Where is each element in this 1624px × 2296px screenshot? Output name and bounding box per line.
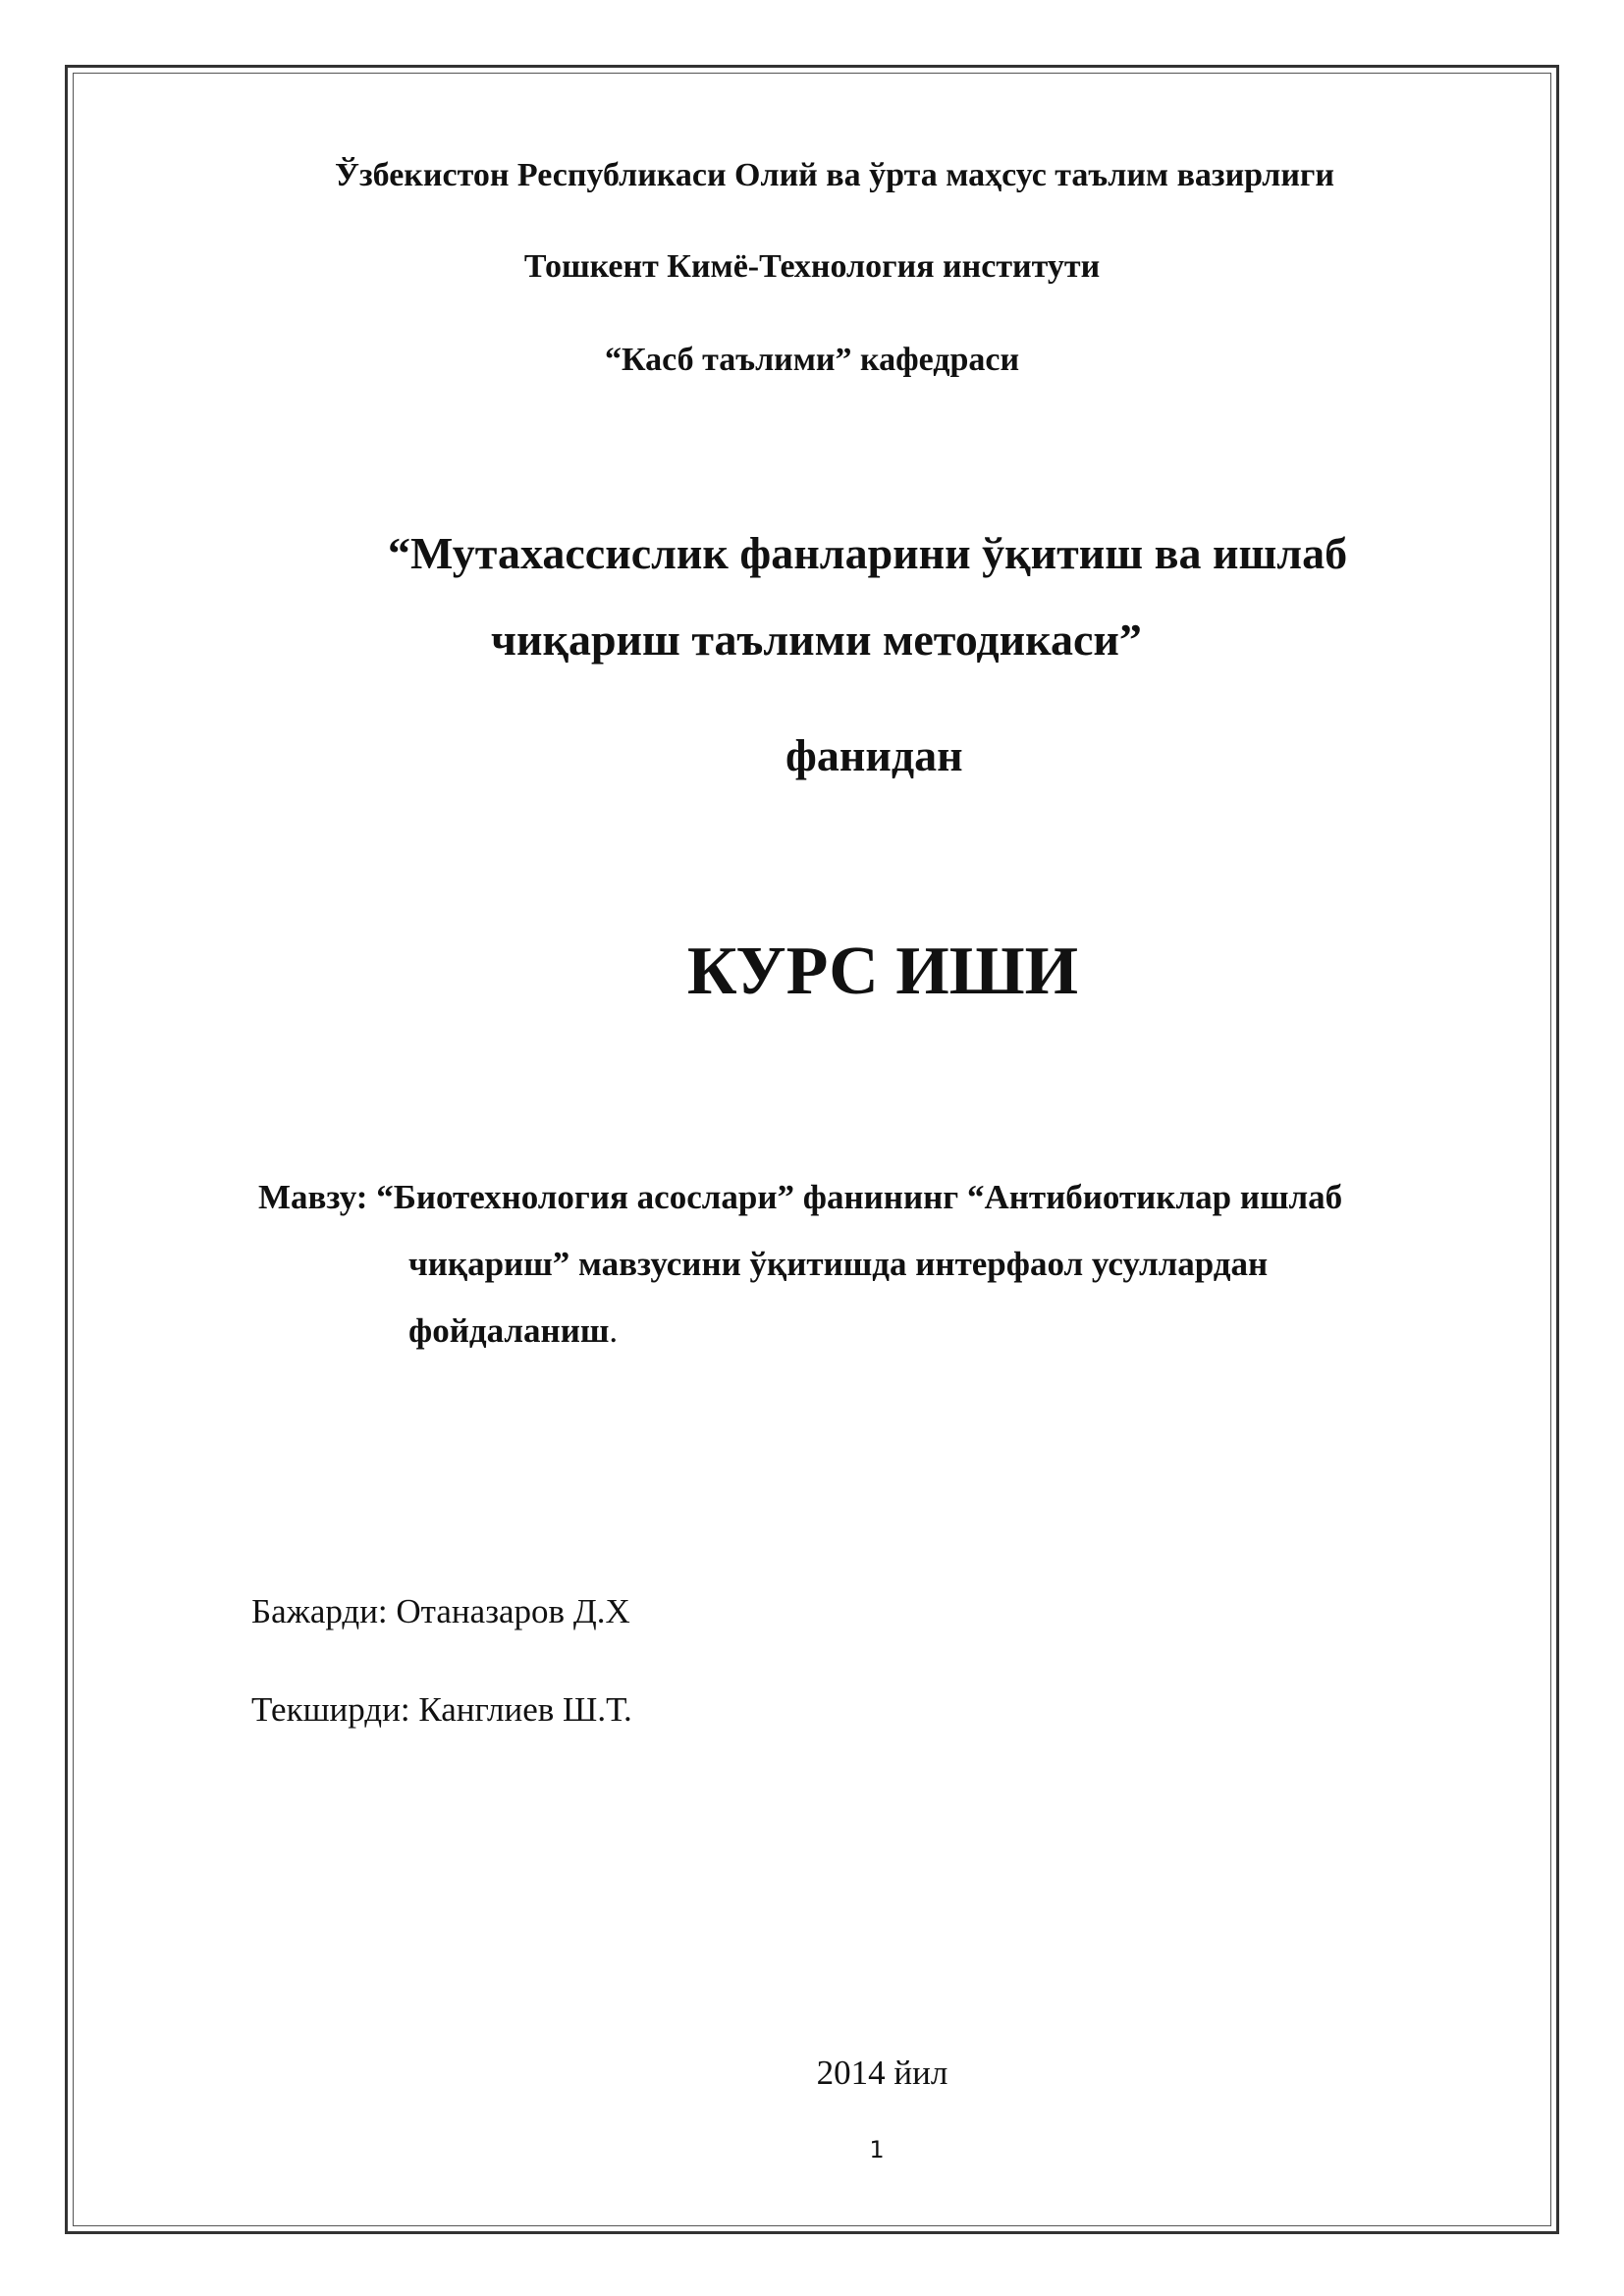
course-subject-suffix: фанидан xyxy=(785,730,963,780)
topic-line-1: Мавзу: “Биотехнология асослари” фанининг “Антибиотиклар ишлаб xyxy=(258,1178,1343,1216)
year: 2014 йил xyxy=(816,2054,948,2092)
institute-heading: Тошкент Кимё-Технология институти xyxy=(523,248,1101,285)
course-subject-line-1: “Мутахассислик фанларини ўқитиш ва ишлаб xyxy=(388,528,1348,578)
ministry-heading: Ўзбекистон Республикаси Олий ва ўрта маҳсус таълим вазирлиги xyxy=(335,157,1334,193)
page-number: 1 xyxy=(869,2136,885,2163)
done-by: Бажарди: Отаназаров Д.Х xyxy=(251,1592,630,1630)
course-subject-line-2: чиқариш таълими методикаси” xyxy=(491,614,1142,665)
checked-by: Текширди: Канглиев Ш.Т. xyxy=(251,1690,632,1729)
topic-line-3-period: . xyxy=(609,1311,619,1350)
page-border-inner xyxy=(73,73,1551,2226)
department-heading: “Касб таълими” кафедраси xyxy=(604,342,1020,378)
topic-line-3-text: фойдаланиш xyxy=(408,1311,610,1350)
work-type-title: КУРС ИШИ xyxy=(686,934,1079,1009)
topic-line-2: чиқариш” мавзусини ўқитишда интерфаол усуллардан xyxy=(408,1245,1269,1283)
topic-line-3 xyxy=(408,1311,618,1351)
